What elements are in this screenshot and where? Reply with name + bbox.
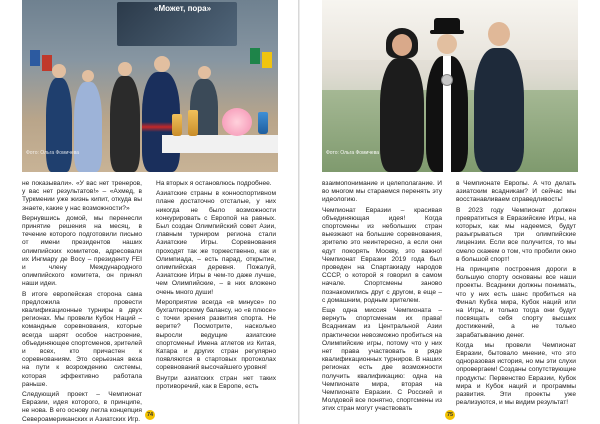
speaker-head [154, 56, 170, 72]
trophy-cup [188, 110, 198, 136]
paragraph: На принципе построения дороги в большую спорту основаны все наши проекты. Всадники должны понимать, что у них есть шанс пробиться на Финал Кубка мира, Кубок наций или на Игры, и только тогда они будут посвящать себя спорту высших достижений, а не только зарабатыванию денег. [456, 266, 576, 339]
text-column-4 [456, 180, 576, 409]
medal-icon [441, 74, 453, 86]
rider-head [437, 34, 457, 54]
flag [42, 55, 52, 71]
paragraph: Следующий проект – Чемпионат Евразии, идея которого, в принципе, не нова. В его основу легла концепция Североамериканских и Азиатских Игр. [22, 391, 142, 423]
paragraph: Внутри азиатских стран нет таких противоречий, как в Европе, есть [156, 374, 276, 390]
woman-face [392, 34, 412, 56]
trophy-cup [258, 112, 268, 134]
person-head [52, 64, 66, 78]
paragraph: Азиатские страны в конноспортивном плане достаточно отсталые, у них никогда не было возможности конкурировать с Европой на равных. Был создан Олимпийский совет Азии, главным турниром региона стали Азиатские Игры. Соревнования проходят так же торжественно, как и Олимпиада, – есть парад, открытие, олимпийская деревня. Пожалуй, Азиатские Игры в чем-то даже лучше, чем Олимпийские, – в них вложено очень много души! [156, 190, 276, 296]
paragraph: взаимопонимание и целеполагание. И во многом мы стараемся перенять эту идеологию. [322, 180, 442, 204]
paragraph: Вернувшись домой, мы перенесли принятие решения на месяц, в течение которого подготовили письмо от имени президентов наших олимпийских комитетов, адресовали их Ингмару де Восу – президенту FEI и члену Международного олимпийского комитета, он принял наши идеи. [22, 214, 142, 288]
paragraph: Когда мы провели Чемпионат Евразии, бытовало мнение, что это одноразовая история, но мы эти слухи опровергаем! Созданы сопутствующие продукты: Первенство Евразии, Кубок мира и Кубок наций и программы развития. Эти проекты уже реализуются, и мы видим результат! [456, 341, 576, 407]
screen-caption: «Может, пора» [154, 4, 212, 13]
paragraph: На вторых я остановлюсь подробнее. [156, 180, 272, 187]
paragraph: В 2023 году Чемпионат должен превратиться в Евразийские Игры, на которых, как мы надеемся, будут разыгрываться три олимпийские лицензии. Если все получится, то мы смело скажем о том, что пробили окно в большой спорт! [456, 206, 576, 263]
person-left [46, 78, 72, 172]
person-lightdress [74, 82, 102, 172]
trophy-table [162, 135, 278, 153]
paragraph: не показывали». «У вас нет тренеров, у вас нет результатов!» – «Ахмед, в Туркмении уже жизнь кипит, откуда вы знаете, какие у нас возможности?» [22, 180, 142, 212]
person-head [82, 70, 94, 82]
text-column-1 [22, 180, 142, 424]
person-head [118, 62, 132, 76]
photo-credit: Фото: Ольга Фомичева [26, 150, 80, 156]
award-photo [322, 0, 578, 172]
flower-bouquet [222, 108, 252, 136]
paragraph: в Чемпионате Европы. А что делать азиатским всадникам? И сейчас мы восстанавливаем справедливость! [456, 180, 576, 204]
flag [30, 50, 40, 66]
text-column-3 [322, 180, 442, 416]
page-number: 74 [146, 412, 154, 418]
paragraph: Мероприятие всегда «в минусе» по бухгалтерскому балансу, но «в плюсе» с точки зрения развития спорта. Не верите? Посмотрите, насколько выросли ведущие азиатские спортсмены! Имена атлетов из Китая, Катара и других стран регулярно появляются в стартовых протоколах соревнований высочайшего уровня! [156, 298, 276, 372]
person-head [198, 66, 211, 79]
trophy-cup [172, 114, 182, 136]
flag [250, 48, 260, 64]
woman-black-dress [380, 58, 424, 172]
page-number: 75 [446, 412, 454, 418]
paragraph: Чемпионат Евразии – красивая объединяющая идея! Когда спортсмены из небольших стран выезжают на большие соревнования, зрителю это неинтересно, а если они едут покорять Москву, это важно! Чемпионат Евразии 2019 года был проведен на Спартакиаду народов СССР, о которой я говорил в самом начале. Спортсмены заново познакомились друг с другом, в еще – с домашним, родным зрителем. [322, 206, 442, 304]
flag [262, 52, 272, 68]
right-page [300, 0, 600, 424]
man-suit [474, 48, 524, 172]
event-photo [22, 0, 278, 172]
text-column-2 [156, 180, 276, 393]
person-suit [110, 76, 140, 172]
man-head [488, 22, 510, 46]
photo-credit: Фото: Ольга Фомичева [326, 150, 380, 156]
paragraph: В итоге европейская сторона сама предложила провести квалификационные турниры в двух регионах. Мы провели Кубок Наций – командные соревнования, которые всегда шарят особое настроение, объединяющее спортсменов, зрителей и всех, кто причастен к соревнованиям. Это серьезная веха на пути к возрождению системы, которая эффективно работала раньше. [22, 290, 143, 388]
paragraph: Еще одна миссия Чемпионата – вернуть спортсменам их права! Всадникам из Центральной Азии практически невозможно пробиться на Олимпийские игры, потому что у них нет права участвовать в ряде квалификационных турниров. В наших регионах есть две возможности получить квалификацию: одна на Чемпионате мира, вторая на Чемпионате Евразии. С Россией и Молдовой все понятно, спортсмены из этих стран могут участвовать [322, 307, 442, 413]
